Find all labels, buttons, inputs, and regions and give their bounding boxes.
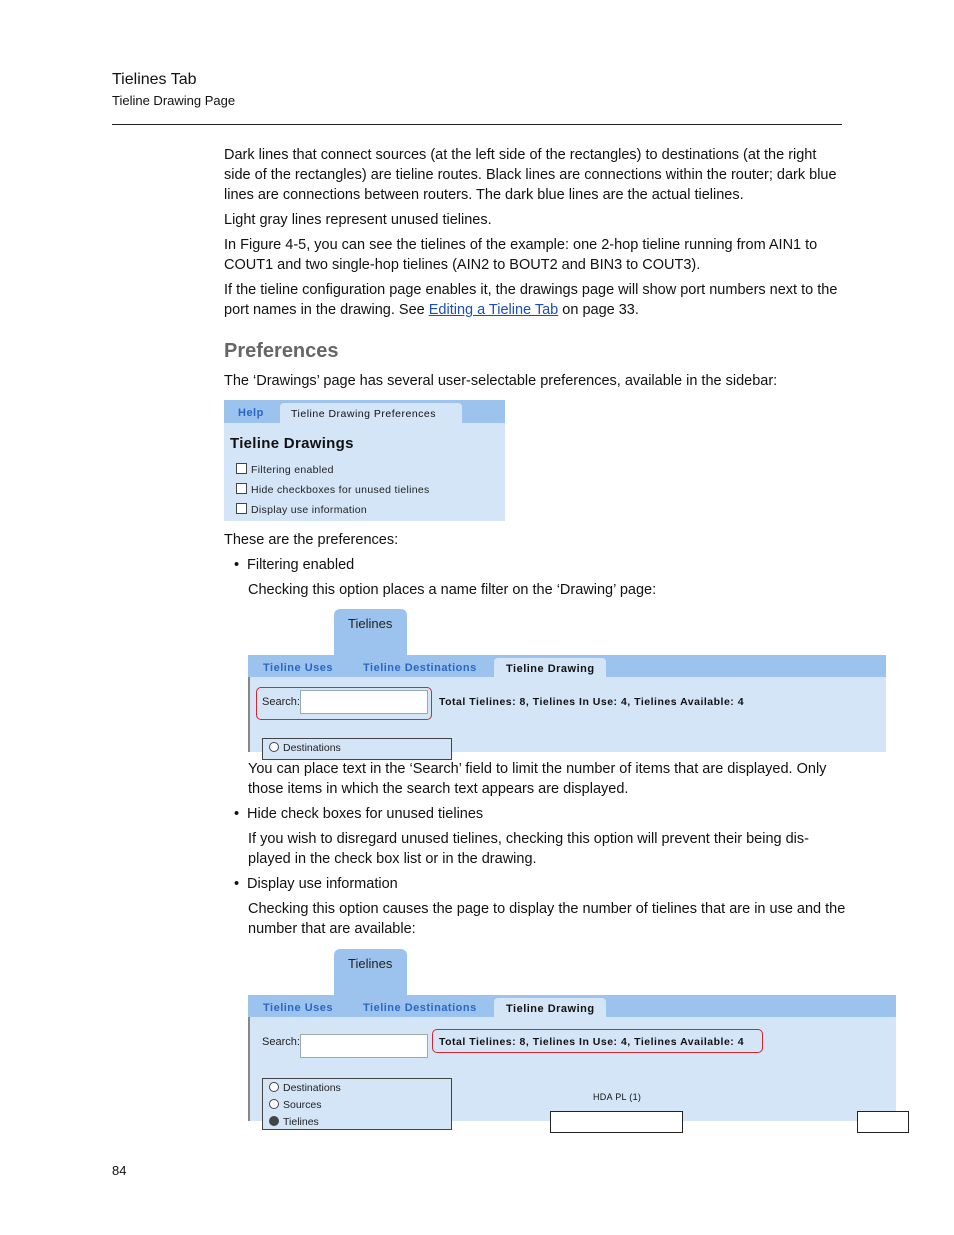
drawing-panel [248,1017,896,1128]
paragraph-gray-lines: Light gray lines represent unused tielines. [224,212,492,228]
paragraph-figure-example: In Figure 4-5, you can see the tielines of the example: one 2-hop tieline running from AIN1 to COUT1 and two single-hop tielines (AIN2 to BOUT2 and BIN3 to COUT3). [224,237,818,273]
checkbox-icon[interactable] [236,463,247,474]
editing-tieline-tab-link[interactable]: Editing a Tieline Tab [428,302,559,318]
drawing-panel [248,677,886,752]
tab-tielines[interactable] [334,609,407,655]
radio-label: Destinations [283,1082,341,1094]
drawing-page-search-screenshot [248,609,886,752]
paragraph-port-numbers [224,280,844,320]
bullet-hide-checkboxes-desc: If you wish to disregard unused tielines, checking this option will prevent their being dis- played in the check box list or in the drawing. [248,831,809,867]
option-label: Filtering enabled [251,464,334,476]
tab-tieline-drawing[interactable] [494,998,606,1017]
paragraph-text: on page 33. [558,302,639,318]
radio-label: Sources [283,1099,322,1111]
radio-tielines[interactable] [269,1116,319,1128]
tab-label: Tielines [348,616,393,631]
pref-tab-bar [224,400,505,423]
paragraph-text: If the tieline configuration page enables it, the drawings page will show port numbers next to the port names in the drawing. See [224,282,838,318]
bullet-filtering-enabled [234,555,354,575]
tab-tielines[interactable] [334,949,407,995]
tab-tieline-destinations[interactable]: Tieline Destinations [363,1002,477,1014]
tab-label: Tieline Drawing Preferences [291,408,437,420]
preferences-heading: Preferences [224,340,339,362]
view-options-list [262,1078,452,1130]
option-filtering-enabled[interactable] [236,463,334,476]
tab-tieline-destinations[interactable]: Tieline Destinations [363,662,477,674]
tab-tieline-uses[interactable]: Tieline Uses [263,662,333,674]
option-hide-checkboxes[interactable] [236,483,430,496]
router-rectangle [857,1111,909,1133]
bullet-dot: • [234,876,240,892]
view-options-list [262,738,452,760]
bullet-dot: • [234,806,240,822]
radio-icon[interactable] [269,742,279,752]
header-rule [112,124,842,125]
tab-tieline-drawing-preferences[interactable] [280,403,462,423]
tab-label: Tielines [348,956,393,971]
panel-edge [248,1017,250,1121]
tab-label: Tieline Drawing [506,1003,595,1015]
bullet-label: Display use information [247,876,398,892]
search-input[interactable] [300,1034,428,1058]
tab-label: Tieline Drawing [506,663,595,675]
radio-label: Destinations [283,742,341,754]
bullet-filtering-desc: Checking this option places a name filter on the ‘Drawing’ page: [248,582,657,598]
radio-sources[interactable] [269,1099,322,1111]
checkbox-icon[interactable] [236,503,247,514]
tab-tieline-drawing[interactable] [494,658,606,677]
bullet-dot: • [234,557,240,573]
search-label: Search: [262,1036,300,1048]
header-title: Tielines Tab [112,71,197,88]
checkbox-icon[interactable] [236,483,247,494]
search-label: Search: [262,696,300,708]
radio-label: Tielines [283,1116,319,1128]
tieline-totals: Total Tielines: 8, Tielines In Use: 4, Tielines Available: 4 [439,1036,745,1048]
bullet-display-use-info-desc: Checking this option causes the page to display the number of tielines that are in use and the number that are available: [248,901,846,937]
page-number: 84 [112,1163,127,1178]
search-field-explanation: You can place text in the ‘Search’ field to limit the number of items that are displayed. Only those items in which the search text appears are displayed. [248,761,827,797]
preferences-intro: The ‘Drawings’ page has several user-selectable preferences, available in the sidebar: [224,373,778,389]
radio-selected-icon[interactable] [269,1116,279,1126]
header-subtitle: Tieline Drawing Page [112,93,236,108]
bullet-hide-checkboxes [234,804,483,824]
radio-icon[interactable] [269,1099,279,1109]
tieline-totals: Total Tielines: 8, Tielines In Use: 4, Tielines Available: 4 [439,696,745,708]
option-label: Display use information [251,504,368,516]
preferences-list-intro: These are the preferences: [224,532,399,548]
option-label: Hide checkboxes for unused tielines [251,484,430,496]
drawing-page-use-info-screenshot [248,949,896,1128]
drawing-router-label: HDA PL (1) [593,1092,642,1102]
search-highlight [256,687,432,720]
paragraph-dark-lines: Dark lines that connect sources (at the left side of the rectangles) to destinations (at the right side of the rectangles) are tieline routes. Black lines are connections within the router; dark blue lines are connections between routers. The dark blue lines are the actual tielines. [224,147,837,203]
bullet-label: Hide check boxes for unused tielines [247,806,484,822]
router-rectangle [550,1111,683,1133]
option-display-use-info[interactable] [236,503,367,516]
pref-panel-title: Tieline Drawings [230,435,354,452]
tab-tieline-uses[interactable]: Tieline Uses [263,1002,333,1014]
radio-destinations[interactable] [269,1082,341,1094]
preferences-sidebar-panel [224,400,505,521]
sub-tab-bar [248,655,886,677]
bullet-label: Filtering enabled [247,557,355,573]
tab-help[interactable]: Help [238,407,264,419]
panel-edge [248,677,250,752]
radio-icon[interactable] [269,1082,279,1092]
radio-destinations[interactable] [269,742,341,754]
bullet-display-use-info [234,874,398,894]
sub-tab-bar [248,995,896,1017]
